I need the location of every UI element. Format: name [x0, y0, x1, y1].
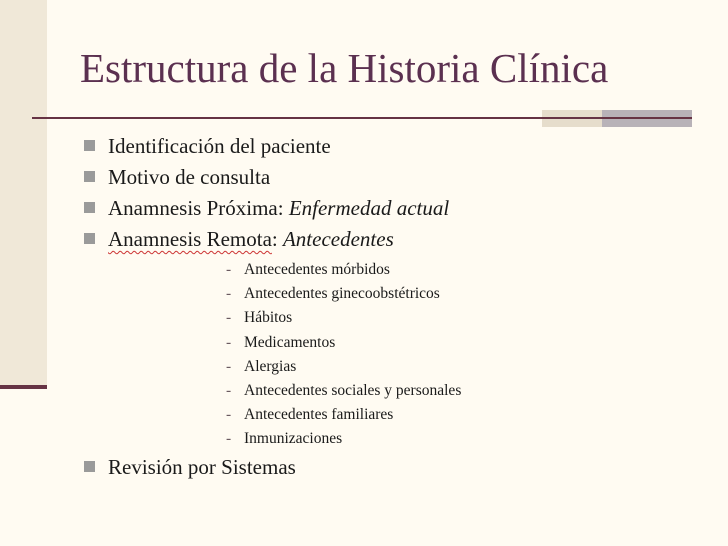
sub-bullet-list — [226, 260, 461, 454]
bullet-square-icon — [84, 202, 95, 213]
bullet-square-icon — [84, 461, 95, 472]
sub-bullet-text: Inmunizaciones — [244, 430, 343, 448]
left-decor-bar-end — [0, 385, 47, 389]
dash-marker: - — [226, 333, 232, 351]
dash-marker: - — [226, 261, 232, 278]
bullet-item — [84, 164, 449, 195]
title-rule — [32, 117, 692, 119]
dash-marker: - — [226, 406, 232, 424]
bullet-underlined-text: Anamnesis Remota — [108, 227, 272, 251]
sub-bullet-text: Alergias — [244, 357, 297, 375]
sub-bullet-text: Antecedentes familiares — [244, 406, 394, 424]
sub-bullet-item — [226, 284, 461, 308]
bullet-item — [84, 195, 449, 226]
bullet-item — [84, 226, 449, 257]
bullet-list — [84, 133, 449, 257]
bullet-square-icon — [84, 233, 95, 244]
sub-bullet-item — [226, 333, 461, 357]
bullet-text: Revisión por Sistemas — [108, 455, 296, 479]
sub-bullet-text: Antecedentes mórbidos — [244, 261, 390, 278]
sub-bullet-item — [226, 357, 461, 381]
dash-marker: - — [226, 309, 232, 327]
bullet-text: : — [271, 227, 283, 251]
bullet-text: Anamnesis Próxima: — [108, 196, 289, 220]
sub-bullet-text: Hábitos — [244, 309, 293, 327]
sub-bullet-item — [226, 429, 461, 453]
sub-bullet-text: Medicamentos — [244, 333, 336, 351]
sub-bullet-item — [226, 381, 461, 405]
bullet-italic-text: Antecedentes — [282, 227, 394, 251]
bullet-text: Motivo de consulta — [108, 165, 271, 189]
dash-marker: - — [226, 430, 232, 448]
bullet-item — [84, 133, 449, 164]
bullet-square-icon — [84, 140, 95, 151]
bullet-square-icon — [84, 171, 95, 182]
bullet-item-last — [84, 454, 296, 485]
sub-bullet-item — [226, 308, 461, 332]
left-decor-bar — [0, 0, 47, 385]
bullet-italic-text: Enfermedad actual — [288, 196, 450, 220]
dash-marker: - — [226, 357, 232, 375]
sub-bullet-text: Antecedentes ginecoobstétricos — [244, 285, 440, 303]
slide-title: Estructura de la Historia Clínica — [80, 45, 609, 91]
dash-marker: - — [226, 381, 232, 399]
sub-bullet-item — [226, 260, 461, 284]
bullet-text: Identificación del paciente — [108, 134, 331, 158]
sub-bullet-item — [226, 405, 461, 429]
dash-marker: - — [226, 285, 232, 303]
sub-bullet-text: Antecedentes sociales y personales — [244, 381, 462, 399]
